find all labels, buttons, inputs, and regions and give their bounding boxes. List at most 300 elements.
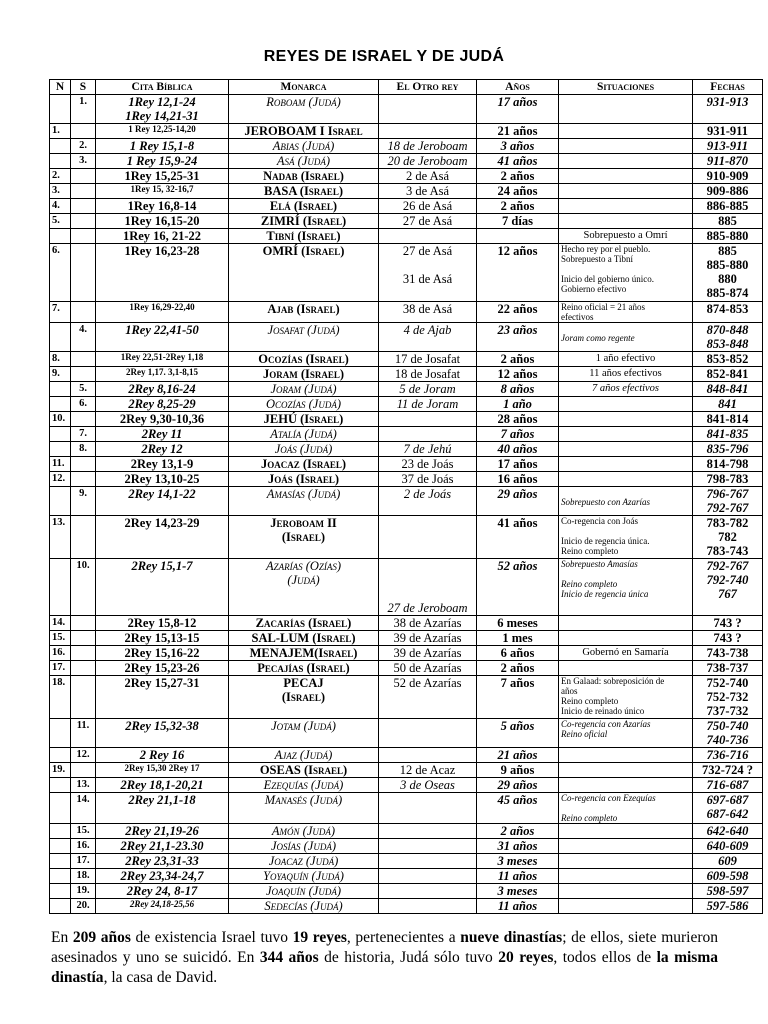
cell-otro (379, 323, 477, 352)
para-bold: 20 reyes (498, 949, 554, 966)
otro-line (381, 748, 474, 762)
otro-line (381, 719, 474, 733)
cell-cita (96, 442, 229, 457)
cita-line: 2Rey 24,18-25,56 (129, 899, 195, 909)
sit-line (561, 154, 690, 168)
cell-otro (379, 154, 477, 169)
cell-cita (96, 382, 229, 397)
fechas-line: 835-796 (706, 442, 749, 456)
cell-sit (559, 616, 693, 631)
cell-anos: 41 años (477, 516, 559, 559)
monarca-line: Elá (Israel) (269, 199, 338, 213)
cell-monarca (229, 763, 379, 778)
cita-line: 1Rey 22,51-2Rey 1,18 (120, 352, 204, 362)
cell-n (50, 382, 71, 397)
cell-s: 10. (71, 559, 96, 616)
monarca-line: (Israel) (281, 530, 326, 544)
cell-fechas (693, 748, 763, 763)
cell-s (71, 516, 96, 559)
sit-line: Sobrepuesto a Omrí (583, 230, 668, 241)
table-row (50, 154, 763, 169)
sit-line: En Galaad: sobreposición de (561, 676, 665, 686)
cell-n (50, 397, 71, 412)
cita-line: 2Rey 18,1-20,21 (120, 778, 204, 792)
cell-sit (559, 169, 693, 184)
cell-s (71, 169, 96, 184)
cell-fechas (693, 778, 763, 793)
cita-line: 2Rey 14,23-29 (124, 516, 200, 530)
cita-line: 2Rey 21,19-26 (125, 824, 199, 838)
cell-cita (96, 559, 229, 616)
otro-line (381, 869, 474, 883)
sit-line (561, 472, 690, 486)
table-row (50, 793, 763, 824)
cell-cita (96, 839, 229, 854)
cell-n (50, 154, 71, 169)
cell-sit (559, 472, 693, 487)
cell-otro (379, 748, 477, 763)
sit-line: Reino completo (561, 579, 618, 589)
cell-s (71, 763, 96, 778)
cell-cita (96, 472, 229, 487)
cell-s (71, 352, 96, 367)
cell-cita (96, 199, 229, 214)
cell-s (71, 676, 96, 719)
cell-otro (379, 302, 477, 323)
otro-line: 26 de Asá (402, 199, 453, 213)
cell-anos: 1 mes (477, 631, 559, 646)
cita-line: 1Rey 16,23-28 (124, 244, 200, 258)
table-row (50, 229, 763, 244)
para-text: En (51, 929, 73, 946)
cita-line: 1Rey 16,29-22,40 (129, 302, 195, 312)
cell-monarca (229, 427, 379, 442)
cita-line: 2Rey 23,34-24,7 (120, 869, 204, 883)
monarca-line: Atalía (Judá) (270, 427, 337, 441)
cell-n: 14. (50, 616, 71, 631)
cell-otro (379, 763, 477, 778)
cell-anos: 8 años (477, 382, 559, 397)
cell-cita (96, 244, 229, 302)
cell-monarca (229, 184, 379, 199)
cell-sit (559, 124, 693, 139)
cell-monarca (229, 169, 379, 184)
sit-line (561, 899, 690, 913)
table-row (50, 899, 763, 914)
cell-monarca (229, 487, 379, 516)
cell-anos: 2 años (477, 824, 559, 839)
cell-s: 17. (71, 854, 96, 869)
sit-line: Co-regencia con Joás (561, 516, 638, 526)
cell-anos: 5 años (477, 719, 559, 748)
fechas-line: 841-835 (706, 427, 749, 441)
cell-n (50, 427, 71, 442)
monarca-line: JEROBOAM I Israel (244, 124, 363, 138)
fechas-line: 880 (718, 272, 737, 286)
cell-monarca (229, 719, 379, 748)
cell-monarca (229, 382, 379, 397)
table-row (50, 199, 763, 214)
cell-monarca (229, 442, 379, 457)
cell-n: 18. (50, 676, 71, 719)
cell-fechas (693, 124, 763, 139)
cell-n: 11. (50, 457, 71, 472)
otro-line (381, 427, 474, 441)
cell-sit (559, 367, 693, 382)
cell-otro (379, 661, 477, 676)
cell-s: 15. (71, 824, 96, 839)
cell-cita (96, 139, 229, 154)
cell-anos: 23 años (477, 323, 559, 352)
otro-line (381, 559, 474, 573)
cell-sit (559, 323, 693, 352)
cell-s (71, 631, 96, 646)
sit-line: 7 años efectivos (591, 383, 660, 394)
cell-cita (96, 352, 229, 367)
cell-sit (559, 427, 693, 442)
cell-monarca (229, 869, 379, 884)
cell-otro (379, 884, 477, 899)
cell-s: 1. (71, 95, 96, 124)
cell-anos: 7 días (477, 214, 559, 229)
cell-sit (559, 661, 693, 676)
otro-line: 50 de Azarías (393, 661, 462, 675)
table-row (50, 352, 763, 367)
cell-otro (379, 95, 477, 124)
monarca-line: ZIMRÍ (Israel) (260, 214, 347, 228)
cita-line: 2Rey 15,23-26 (124, 661, 200, 675)
cell-monarca (229, 616, 379, 631)
cita-line: 2Rey 15,8-12 (127, 616, 197, 630)
sit-line: Reino completo (561, 813, 618, 823)
table-header-row (50, 80, 763, 95)
sit-line: Sobrepuesto a Tibní (561, 254, 634, 264)
cita-line: 2Rey 13,1-9 (130, 457, 194, 471)
cita-line: 2Rey 15,32-38 (125, 719, 199, 733)
cell-fechas (693, 427, 763, 442)
cell-anos: 22 años (477, 302, 559, 323)
cell-cita (96, 323, 229, 352)
cell-n (50, 323, 71, 352)
cell-monarca (229, 367, 379, 382)
cell-sit (559, 487, 693, 516)
monarca-line: Jotam (Judá) (271, 719, 336, 733)
cell-s (71, 229, 96, 244)
monarca-line: Ajab (Israel) (267, 302, 340, 316)
cell-fechas (693, 382, 763, 397)
cell-fechas (693, 229, 763, 244)
fechas-line: 792-767 (706, 559, 749, 573)
cell-monarca (229, 884, 379, 899)
cita-line: 2Rey 15,1-7 (131, 559, 193, 573)
fechas-line: 885-874 (706, 286, 749, 300)
otro-line (381, 899, 474, 913)
monarca-line: Joacaz (Judá) (268, 854, 339, 868)
cell-otro (379, 214, 477, 229)
fechas-line: 736-716 (706, 748, 749, 762)
cell-cita (96, 824, 229, 839)
cell-anos: 40 años (477, 442, 559, 457)
cell-s (71, 646, 96, 661)
cell-s (71, 412, 96, 427)
fechas-line: 853-848 (706, 337, 749, 351)
otro-line: 11 de Joram (396, 397, 459, 411)
cita-line: 2Rey 9,30-10,36 (119, 412, 205, 426)
fechas-line: 752-732 (706, 690, 749, 704)
sit-line (561, 748, 690, 762)
cell-cita (96, 661, 229, 676)
cell-n: 19. (50, 763, 71, 778)
cell-fechas (693, 199, 763, 214)
otro-line (381, 587, 474, 601)
cell-n (50, 793, 71, 824)
cell-otro (379, 854, 477, 869)
cita-line: 2Rey 13,10-25 (124, 472, 200, 486)
cell-monarca (229, 472, 379, 487)
otro-line: 12 de Acaz (399, 763, 456, 777)
otro-line: 38 de Asá (402, 302, 453, 316)
cell-otro (379, 516, 477, 559)
cell-anos: 6 meses (477, 616, 559, 631)
sit-line: Reino completo (561, 546, 619, 556)
para-bold: 209 años (72, 929, 131, 946)
cita-line: 2Rey 15,30 2Rey 17 (124, 763, 200, 773)
fechas-line: 885-880 (706, 229, 749, 243)
otro-line: 39 de Azarías (393, 646, 462, 660)
sit-line (561, 397, 690, 411)
cell-anos: 3 meses (477, 854, 559, 869)
cell-otro (379, 487, 477, 516)
otro-line (381, 839, 474, 853)
cell-monarca (229, 676, 379, 719)
cell-fechas (693, 154, 763, 169)
otro-line (381, 884, 474, 898)
cell-sit (559, 199, 693, 214)
monarca-line: Azarías (Ozías) (265, 559, 342, 573)
otro-line: 39 de Azarías (393, 631, 462, 645)
fechas-line: 716-687 (706, 778, 749, 792)
monarca-line: BASA (Israel) (264, 184, 343, 198)
cell-s: 16. (71, 839, 96, 854)
cell-fechas (693, 631, 763, 646)
cell-anos: 21 años (477, 124, 559, 139)
cell-sit (559, 631, 693, 646)
cell-otro (379, 229, 477, 244)
cell-cita (96, 899, 229, 914)
header-cita: Cita Bíblica (96, 80, 229, 95)
otro-line: 4 de Ajab (403, 323, 452, 337)
cell-otro (379, 169, 477, 184)
header-fechas: Fechas (693, 80, 763, 95)
sit-line (561, 869, 690, 883)
cell-sit (559, 397, 693, 412)
table-row (50, 854, 763, 869)
otro-line: 2 de Joás (403, 487, 452, 501)
table-row (50, 184, 763, 199)
para-text: ; de ellos, siete murieron asesinados y uno se suicidó. En (51, 929, 719, 966)
otro-line: 31 de Asá (402, 272, 453, 286)
cell-anos: 6 años (477, 646, 559, 661)
cell-sit (559, 352, 693, 367)
cell-fechas (693, 793, 763, 824)
cita-line: 1Rey 12,1-24 (128, 95, 196, 109)
cita-line: 2Rey 23,31-33 (125, 854, 199, 868)
monarca-line: Joás (Israel) (267, 472, 340, 486)
cell-monarca (229, 778, 379, 793)
cell-n: 3. (50, 184, 71, 199)
otro-line (381, 573, 474, 587)
cell-fechas (693, 412, 763, 427)
cell-otro (379, 646, 477, 661)
cell-anos: 16 años (477, 472, 559, 487)
cell-sit (559, 214, 693, 229)
cell-monarca (229, 854, 379, 869)
cita-line: 1Rey 22,41-50 (125, 323, 199, 337)
table-row (50, 824, 763, 839)
cita-line: 2Rey 8,16-24 (128, 382, 196, 396)
cita-line: 2Rey 8,25-29 (128, 397, 196, 411)
cell-n: 6. (50, 244, 71, 302)
cell-s: 20. (71, 899, 96, 914)
cell-n (50, 839, 71, 854)
otro-line (381, 793, 474, 807)
para-text: , la casa de David. (103, 969, 218, 986)
otro-line: 38 de Azarías (393, 616, 462, 630)
fechas-line: 909-886 (706, 184, 749, 198)
cell-otro (379, 412, 477, 427)
cell-monarca (229, 559, 379, 616)
fechas-line: 743 ? (713, 616, 742, 630)
sit-line (561, 457, 690, 471)
cell-cita (96, 397, 229, 412)
cell-n (50, 778, 71, 793)
cell-cita (96, 229, 229, 244)
cell-cita (96, 884, 229, 899)
fechas-line: 870-848 (706, 323, 749, 337)
cell-n: 16. (50, 646, 71, 661)
cell-n (50, 487, 71, 516)
cell-fechas (693, 457, 763, 472)
sit-line (561, 487, 690, 497)
cita-line: 1 Rey 12,25-14,20 (128, 124, 196, 134)
cell-s: 5. (71, 382, 96, 397)
cell-anos: 45 años (477, 793, 559, 824)
cell-anos: 3 meses (477, 884, 559, 899)
monarca-line: (Israel) (281, 690, 326, 704)
otro-line: 3 de Asá (405, 184, 450, 198)
cell-cita (96, 631, 229, 646)
cell-cita (96, 616, 229, 631)
cita-line: 1Rey 16, 21-22 (122, 229, 202, 243)
cell-sit (559, 824, 693, 839)
cell-n: 8. (50, 352, 71, 367)
cell-cita (96, 676, 229, 719)
sit-line (561, 526, 690, 536)
fechas-line: 743-738 (706, 646, 749, 660)
cell-sit (559, 854, 693, 869)
fechas-line: 697-687 (706, 793, 749, 807)
cell-monarca (229, 516, 379, 559)
otro-line (381, 854, 474, 868)
cell-s: 14. (71, 793, 96, 824)
table-row (50, 244, 763, 302)
fechas-line: 852-841 (706, 367, 749, 381)
cell-fechas (693, 472, 763, 487)
sit-line: 11 años efectivos (589, 368, 662, 379)
monarca-line: Nadab (Israel) (263, 169, 344, 183)
cell-anos: 12 años (477, 367, 559, 382)
cell-s: 6. (71, 397, 96, 412)
cita-line: 1Rey 15,25-31 (124, 169, 200, 183)
cell-monarca (229, 899, 379, 914)
monarca-line: Joaquín (Judá) (265, 884, 342, 898)
sit-line: Reino oficial (561, 729, 608, 739)
header-situaciones: Situaciones (559, 80, 693, 95)
cell-cita (96, 854, 229, 869)
sit-line: efectivos (561, 312, 594, 322)
cell-otro (379, 382, 477, 397)
sit-line: Inicio de reinado único (561, 706, 645, 716)
cell-otro (379, 899, 477, 914)
header-anos: Años (477, 80, 559, 95)
monarca-line: Sedecías (Judá) (264, 899, 343, 913)
cell-cita (96, 124, 229, 139)
monarca-line: (Judá) (287, 573, 320, 587)
cell-monarca (229, 214, 379, 229)
sit-line: Sobrepuesto Amasías (561, 559, 638, 569)
cell-fechas (693, 323, 763, 352)
sit-line: Inicio del gobierno único. (561, 274, 654, 284)
otro-line: 27 de Jeroboam (387, 601, 468, 615)
monarca-line: Amón (Judá) (271, 824, 336, 838)
cell-monarca (229, 302, 379, 323)
cita-line: 2Rey 14,1-22 (128, 487, 196, 501)
fechas-line: 796-767 (706, 487, 749, 501)
cell-n: 7. (50, 302, 71, 323)
table-row (50, 169, 763, 184)
cell-otro (379, 427, 477, 442)
otro-line (381, 229, 474, 243)
cell-s: 19. (71, 884, 96, 899)
cita-line: 1 Rey 15,1-8 (129, 139, 195, 153)
fechas-line: 642-640 (706, 824, 749, 838)
table-row (50, 124, 763, 139)
cell-s: 11. (71, 719, 96, 748)
table-row (50, 442, 763, 457)
sit-line: Inicio de regencia única (561, 589, 649, 599)
cell-monarca (229, 631, 379, 646)
monarca-line: Ajaz (Judá) (274, 748, 333, 762)
sit-line: Hecho rey por el pueblo. (561, 244, 651, 254)
cell-anos: 41 años (477, 154, 559, 169)
otro-line: 23 de Joás (401, 457, 454, 471)
cita-line: 1 Rey 15,9-24 (126, 154, 198, 168)
table-row (50, 661, 763, 676)
cell-sit (559, 95, 693, 124)
otro-line: 18 de Josafat (394, 367, 461, 381)
table-row (50, 884, 763, 899)
cell-fechas (693, 302, 763, 323)
cell-monarca (229, 199, 379, 214)
monarca-line: Manasés (Judá) (264, 793, 343, 807)
cita-line: 1Rey 15, 32-16,7 (130, 184, 194, 194)
otro-line: 27 de Asá (402, 244, 453, 258)
fechas-line: 732-724 ? (701, 763, 754, 777)
cell-anos: 2 años (477, 169, 559, 184)
cita-line: 2 Rey 16 (139, 748, 185, 762)
fechas-line: 792-767 (706, 501, 749, 515)
fechas-line: 910-909 (706, 169, 749, 183)
